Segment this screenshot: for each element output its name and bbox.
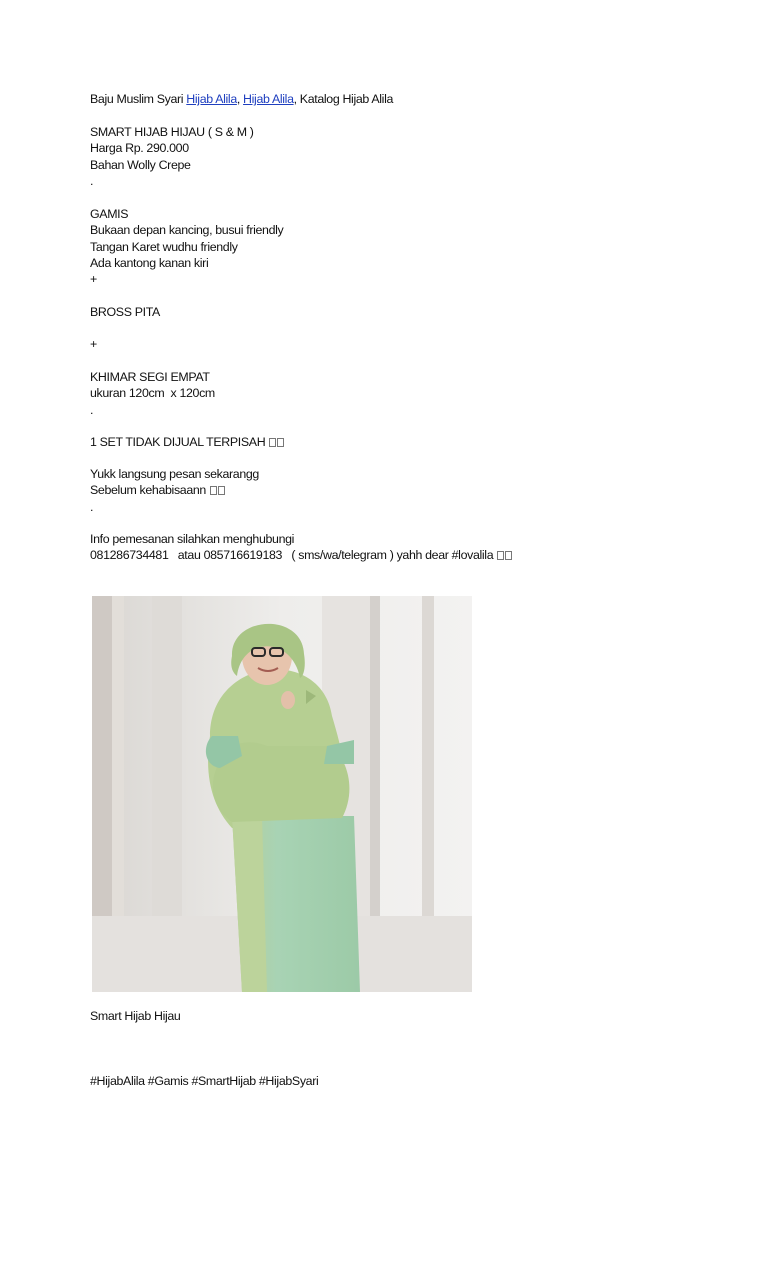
- plus-sign: +: [90, 337, 97, 351]
- khimar-heading: KHIMAR SEGI EMPAT: [90, 370, 210, 384]
- contact-intro: Info pemesanan silahkan menghubungi: [90, 532, 295, 546]
- contact-numbers-text: 081286734481 atau 085716619183 ( sms/wa/telegram ) yahh dear #lovalila: [90, 548, 497, 563]
- header-prefix: Baju Muslim Syari: [90, 92, 187, 106]
- missing-emoji-icon: [497, 551, 504, 560]
- hijab-alila-link-2[interactable]: Hijab Alila: [243, 92, 294, 106]
- hijab-alila-link-1[interactable]: Hijab Alila: [186, 92, 237, 106]
- cta-line-2: [90, 482, 259, 498]
- gamis-feature: Tangan Karet wudhu friendly: [90, 239, 238, 254]
- missing-emoji-icon: [277, 438, 284, 447]
- cta-text: Sebelum kehabisaann: [90, 483, 210, 498]
- product-photo: [92, 596, 472, 992]
- missing-emoji-icon: [505, 551, 512, 560]
- gamis-block: [90, 206, 283, 287]
- gamis-heading: GAMIS: [90, 207, 129, 221]
- product-block: [90, 124, 254, 189]
- product-price: Harga Rp. 290.000: [90, 141, 189, 156]
- gamis-feature: Bukaan depan kancing, busui friendly: [90, 223, 284, 238]
- header-separator: ,: [236, 92, 244, 106]
- missing-emoji-icon: [269, 438, 276, 447]
- header-suffix: , Katalog Hijab Alila: [293, 92, 394, 106]
- missing-emoji-icon: [210, 486, 217, 495]
- plus-sign: +: [90, 272, 97, 287]
- header-line: [90, 91, 393, 107]
- cta-block: [90, 466, 259, 515]
- photo-caption: Smart Hijab Hijau: [90, 1009, 181, 1023]
- khimar-size: ukuran 120cm x 120cm: [90, 386, 215, 401]
- product-photo-illustration: [92, 596, 472, 992]
- missing-emoji-icon: [218, 486, 225, 495]
- separator-dot: .: [90, 499, 94, 514]
- product-title: SMART HIJAB HIJAU ( S & M ): [90, 125, 254, 139]
- separator-dot: .: [90, 173, 94, 188]
- bross-heading: BROSS PITA: [90, 305, 160, 319]
- separator-dot: .: [90, 402, 94, 417]
- contact-block: [90, 531, 512, 564]
- notice-line: [90, 434, 284, 450]
- gamis-feature: Ada kantong kanan kiri: [90, 255, 209, 270]
- hashtags: #HijabAlila #Gamis #SmartHijab #HijabSyari: [90, 1074, 319, 1088]
- contact-numbers: [90, 547, 512, 563]
- khimar-block: [90, 369, 215, 418]
- cta-line: Yukk langsung pesan sekarangg: [90, 467, 259, 481]
- notice-text: 1 SET TIDAK DIJUAL TERPISAH: [90, 435, 269, 449]
- product-material: Bahan Wolly Crepe: [90, 157, 191, 172]
